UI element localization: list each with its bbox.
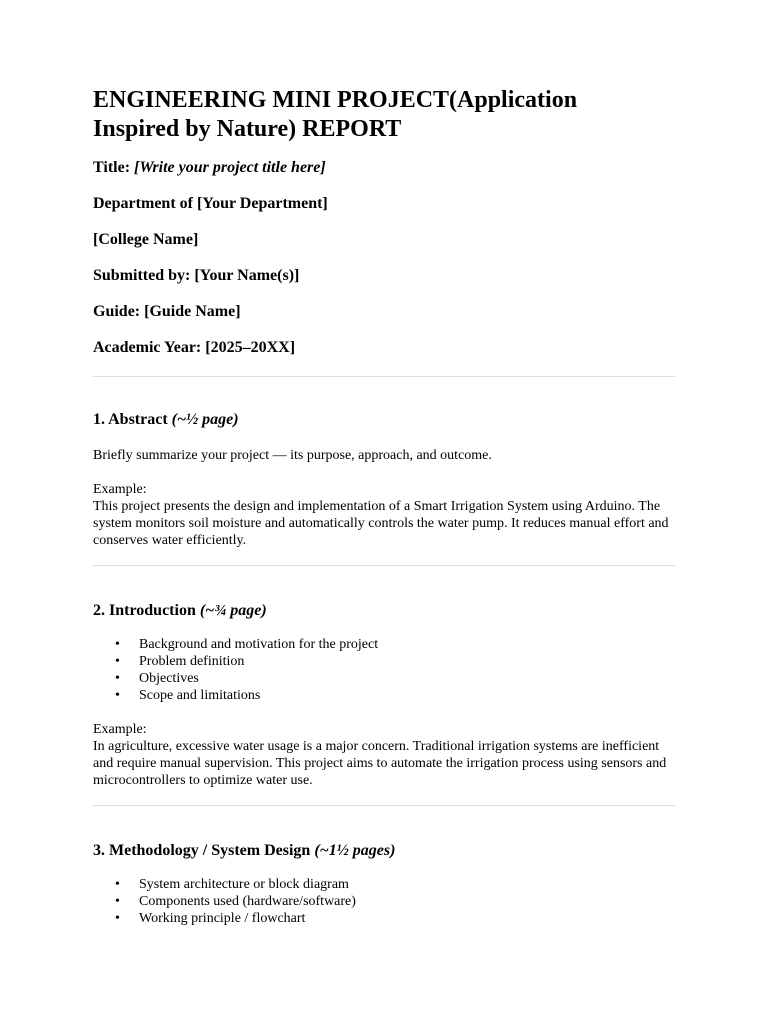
list-item: • Background and motivation for the project — [139, 636, 675, 653]
methodology-bullet-list — [93, 876, 675, 927]
project-title-line — [93, 158, 675, 178]
list-item: • System architecture or block diagram — [139, 876, 675, 893]
section-heading-abstract: 1. Abstract (~½ page) — [93, 411, 239, 428]
abstract-example-text: This project presents the design and implementation of a Smart Irrigation System using Arduino. The system monitors soil moisture and automatically controls the water pump. It reduces manual effort and conserves water efficiently. — [93, 499, 669, 548]
section-divider — [93, 376, 675, 377]
academic-year-line: Academic Year: [2025–20XX] — [93, 339, 296, 356]
section-length-note: (~1½ pages) — [314, 842, 396, 859]
guide-line: Guide: [Guide Name] — [93, 303, 241, 320]
section-divider — [93, 565, 675, 566]
project-title-value: [Write your project title here] — [134, 159, 326, 176]
introduction-example-label: Example: — [93, 722, 147, 737]
project-title-label: Title: — [93, 159, 131, 176]
submitted-by-line: Submitted by: [Your Name(s)] — [93, 267, 300, 284]
list-item: • Objectives — [139, 670, 675, 687]
document-title: ENGINEERING MINI PROJECT(Application Inspired by Nature) REPORT — [93, 87, 578, 142]
list-item: • Scope and limitations — [139, 687, 675, 704]
introduction-example-text: In agriculture, excessive water usage is a major concern. Traditional irrigation systems are inefficient and require manual supervision. This project aims to automate the irrigation process using sensors and microcontrollers to optimize water use. — [93, 739, 667, 788]
section-divider — [93, 805, 675, 806]
section-heading-introduction: 2. Introduction (~¾ page) — [93, 602, 267, 619]
abstract-intro: Briefly summarize your project — its purpose, approach, and outcome. — [93, 448, 492, 463]
section-length-note: (~½ page) — [171, 411, 239, 428]
department-line: Department of [Your Department] — [93, 195, 328, 212]
list-item: • Components used (hardware/software) — [139, 893, 675, 910]
section-heading-methodology: 3. Methodology / System Design (~1½ pages) — [93, 842, 396, 859]
abstract-example-label: Example: — [93, 482, 147, 497]
section-length-note: (~¾ page) — [199, 602, 267, 619]
introduction-bullet-list — [93, 636, 675, 704]
list-item: • Working principle / flowchart — [139, 910, 675, 927]
college-line: [College Name] — [93, 231, 199, 248]
list-item: • Problem definition — [139, 653, 675, 670]
